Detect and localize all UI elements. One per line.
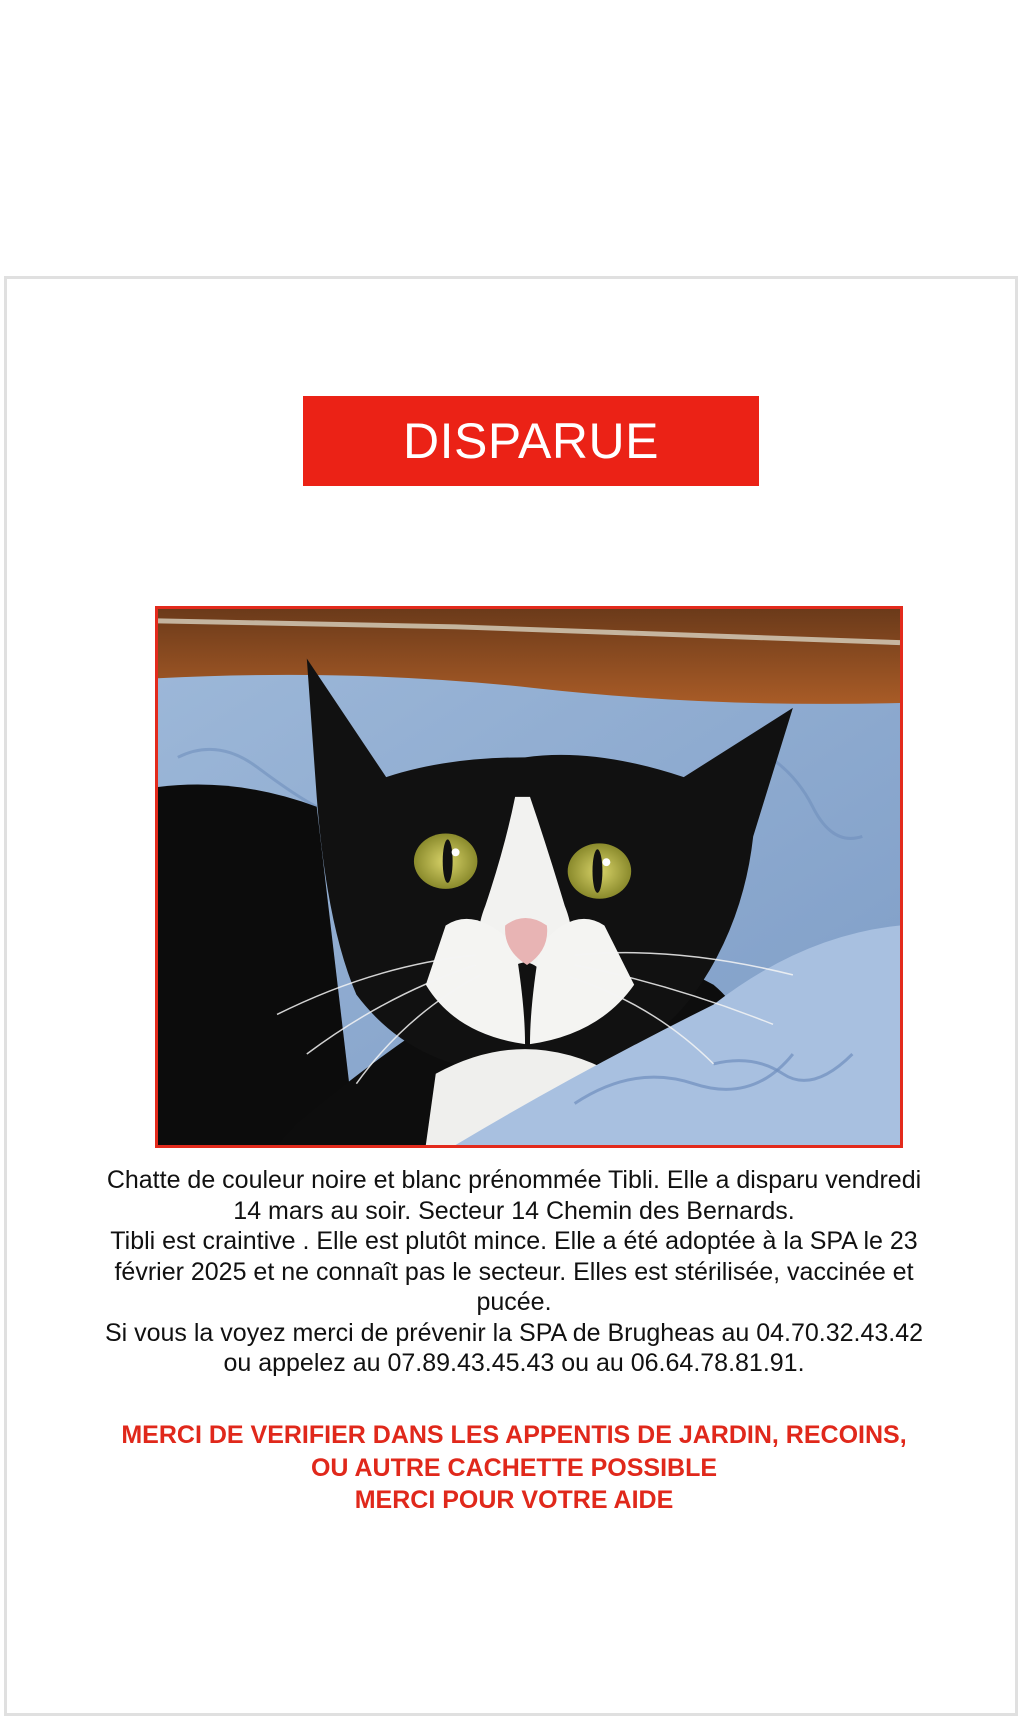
description-line: pucée. (476, 1288, 552, 1316)
description-line: Si vous la voyez merci de prévenir la SPA de Brugheas au 04.70.32.43.42 (104, 1318, 924, 1347)
banner-label: DISPARUE (403, 413, 659, 469)
cat-photo-illustration (158, 609, 900, 1145)
alert-text (37, 1419, 991, 1517)
description-line: ou appelez au 07.89.43.45.43 ou au 06.64.78.81.91. (223, 1349, 805, 1377)
description-line: Chatte de couleur noire et blanc prénommée Tibli. Elle a disparu vendredi (106, 1166, 922, 1194)
lost-cat-poster (4, 276, 1018, 1716)
cat-photo (155, 606, 903, 1148)
description-text (37, 1165, 991, 1379)
alert-line: MERCI POUR VOTRE AIDE (354, 1486, 674, 1514)
alert-line: OU AUTRE CACHETTE POSSIBLE (310, 1453, 718, 1482)
description-line: février 2025 et ne connaît pas le secteur. Elles est stérilisée, vaccinée et (114, 1257, 914, 1286)
missing-banner (303, 396, 759, 486)
description-line: 14 mars au soir. Secteur 14 Chemin des Bernards. (233, 1196, 795, 1225)
alert-line: MERCI DE VERIFIER DANS LES APPENTIS DE JARDIN, RECOINS, (121, 1421, 907, 1449)
description-line: Tibli est craintive . Elle est plutôt mince. Elle a été adoptée à la SPA le 23 (110, 1227, 918, 1255)
